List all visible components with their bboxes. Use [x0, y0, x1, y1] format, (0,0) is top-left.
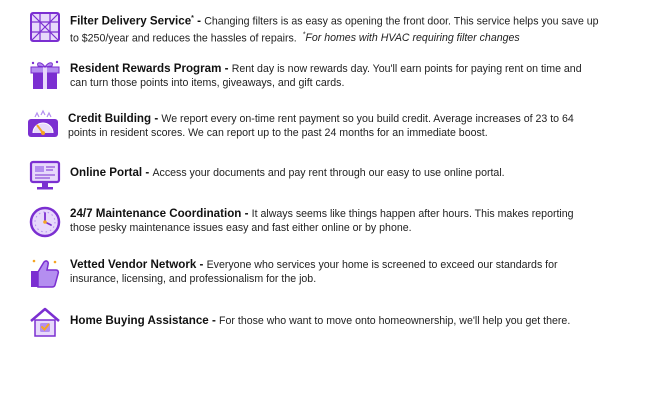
service-title: Vetted Vendor Network [70, 258, 197, 271]
service-title: Credit Building [68, 112, 152, 125]
gift-box-icon [28, 58, 62, 92]
footnote-asterisk: * [302, 31, 306, 39]
service-text [70, 62, 588, 90]
title-separator: - [208, 314, 220, 327]
service-description: It always seems like things happen after hours. This makes reporting those pesky maintenance issues easy and fast either online or by phone. [70, 208, 574, 234]
service-title: Resident Rewards Program [70, 62, 222, 75]
service-description: Changing filters is as easy as opening the front door. This service helps you save up to $250/year and reduces the hassles of repairs. [70, 15, 599, 45]
service-text [70, 207, 588, 235]
service-text [70, 314, 590, 328]
service-title: Home Buying Assistance [70, 314, 209, 327]
computer-monitor-icon [28, 158, 62, 192]
title-separator: - [221, 62, 232, 75]
service-text [70, 258, 570, 286]
credit-gauge-icon [26, 109, 60, 143]
service-text [68, 112, 583, 140]
service-text [70, 12, 600, 45]
service-footnote [303, 32, 520, 44]
service-title: Filter Delivery Service [70, 14, 192, 28]
service-description: Rent day is now rewards day. You'll earn points for paying rent on time and can turn those points into items, giveaways, and gift cards. [70, 63, 582, 89]
footnote-text: For homes with HVAC requiring filter changes [305, 32, 520, 45]
title-separator: - [241, 207, 252, 220]
title-separator: - [193, 14, 205, 28]
house-check-icon [28, 305, 62, 339]
service-description: We report every on-time rent payment so you build credit. Average increases of 23 to 64 points in resident scores. We can report up to the past 24 months for an immediate boost. [68, 113, 574, 139]
title-separator: - [196, 258, 207, 271]
service-description: For those who want to move onto homeownership, we'll help you get there. [219, 315, 571, 327]
service-title: 24/7 Maintenance Coordination [70, 207, 242, 220]
title-separator: - [151, 112, 162, 125]
service-title: Online Portal [70, 166, 143, 179]
clock-24-7-icon [28, 205, 62, 239]
title-asterisk: * [191, 15, 194, 22]
service-text [70, 166, 590, 180]
title-separator: - [142, 166, 153, 179]
filter-grid-icon [28, 10, 62, 44]
service-description: Access your documents and pay rent through our easy to use online portal. [152, 167, 505, 179]
service-description: Everyone who services your home is screened to exceed our standards for insurance, licensing, and professionalism for the job. [70, 259, 558, 285]
thumbs-up-icon [28, 256, 62, 290]
